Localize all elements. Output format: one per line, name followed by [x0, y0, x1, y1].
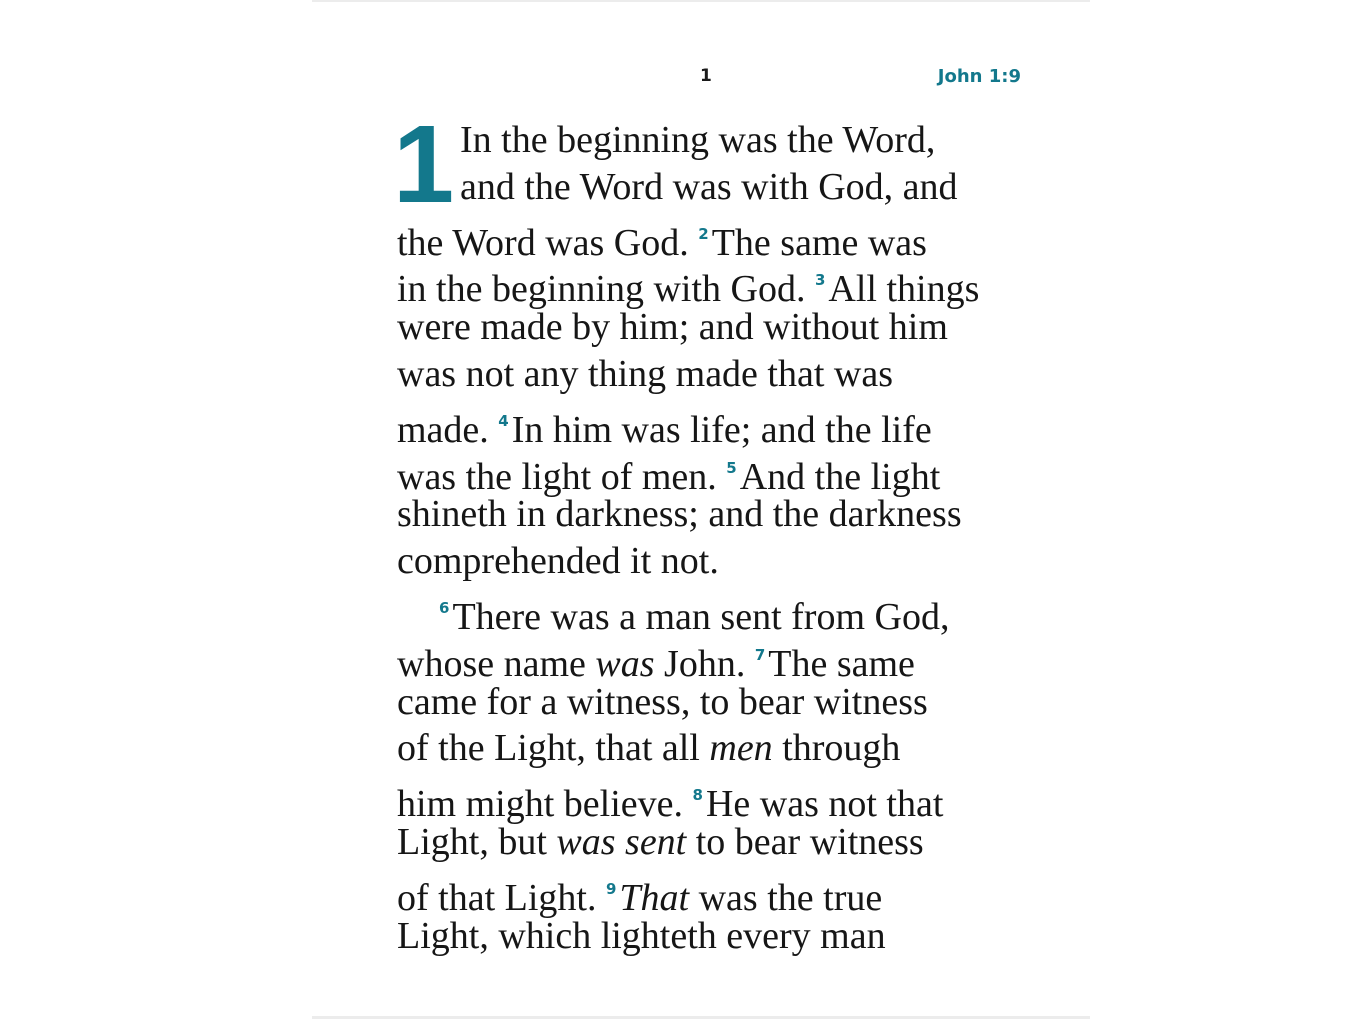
line-text: John. [664, 642, 746, 685]
line-text: In the beginning was the Word, [460, 119, 936, 161]
line-text: through [782, 727, 901, 770]
line-text: The same was [711, 221, 927, 264]
verse-number: 5 [726, 458, 737, 477]
line-text: came for a witness, to bear witness [397, 680, 928, 723]
running-head-reference: John 1:9 [937, 66, 1021, 87]
text-line [397, 772, 1029, 826]
line-text: The same [768, 642, 915, 685]
line-text: In him was life; and the life [511, 408, 932, 451]
verse-number: 2 [698, 224, 709, 243]
text-line [397, 164, 1029, 211]
verse-number: 4 [498, 411, 509, 430]
text-line [397, 725, 1029, 772]
line-text: whose name [397, 642, 586, 685]
verse-number: 9 [605, 879, 617, 898]
line-text: He was not that [705, 783, 944, 826]
line-text: and the Word was with God, and [460, 165, 958, 208]
text-line [397, 445, 1029, 498]
verse-number: 6 [439, 598, 450, 617]
line-text: were made by him; and without him [397, 306, 948, 349]
line-text: was the true [698, 876, 883, 919]
line-text: to bear witness [695, 820, 924, 863]
text-line [397, 819, 1029, 866]
text-line [397, 491, 1029, 538]
line-text: him might believe. [397, 783, 684, 826]
verse-number: 7 [754, 645, 766, 664]
verse-number: 8 [692, 786, 703, 805]
line-text: was the light of men. [397, 455, 717, 498]
text-line [397, 913, 1029, 960]
text-line [397, 585, 1029, 638]
line-text: of the Light, that all [397, 727, 700, 770]
scripture-text [393, 103, 1029, 959]
page-number: 1 [700, 66, 712, 86]
line-text: in the beginning with God. [397, 268, 806, 311]
text-line [397, 257, 1029, 311]
text-line [397, 679, 1029, 726]
text-line [397, 538, 1029, 585]
bottom-divider [312, 1016, 1090, 1019]
line-text: comprehended it not. [397, 540, 719, 583]
line-text: made. [397, 408, 489, 451]
line-text: the Word was God. [397, 221, 689, 264]
line-text: of that Light. [397, 876, 597, 919]
text-line [397, 117, 1029, 164]
line-text: Light, but [397, 820, 547, 863]
chapter-number: 1 [393, 103, 455, 226]
line-text: shineth in darkness; and the darkness [397, 493, 962, 536]
text-line [397, 351, 1029, 398]
line-text: Light, which lighteth every man [397, 914, 886, 957]
italic-word: men [709, 727, 773, 770]
line-text: was not any thing made that was [397, 352, 894, 395]
top-divider [312, 0, 1090, 2]
text-line [397, 398, 1029, 451]
line-text: And the light [739, 455, 941, 498]
verse-number: 3 [814, 271, 826, 290]
italic-word: That [619, 876, 690, 919]
line-text: There was a man sent from God, [452, 595, 950, 638]
text-line [397, 632, 1029, 685]
text-line [397, 866, 1029, 919]
text-line [397, 304, 1029, 351]
line-text: All things [828, 268, 980, 311]
text-line [397, 211, 1029, 264]
italic-word: was [595, 642, 655, 685]
italic-word: was sent [556, 820, 687, 863]
